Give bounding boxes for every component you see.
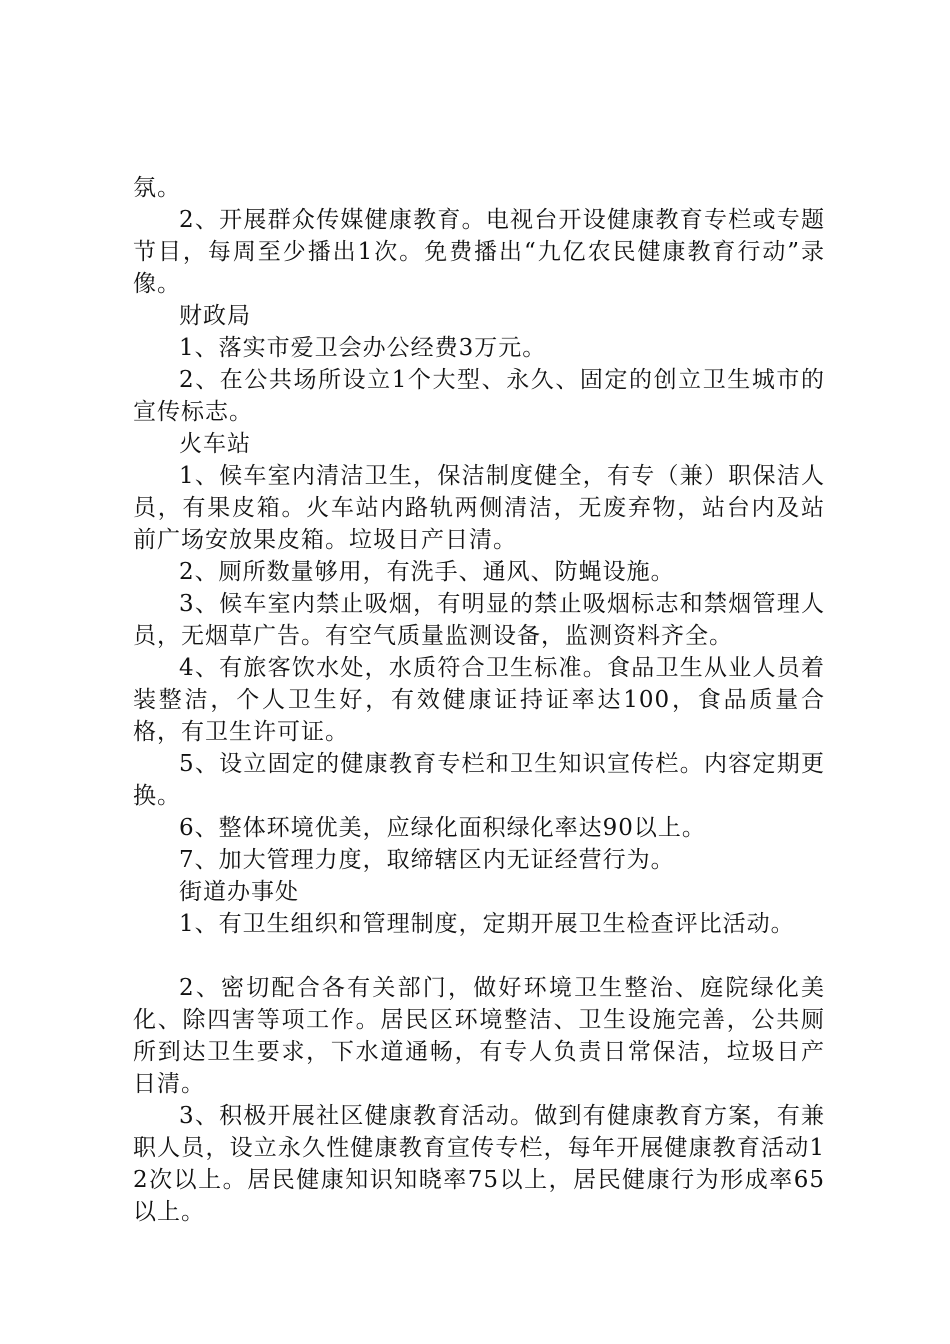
paragraph: 4、有旅客饮水处，水质符合卫生标准。食品卫生从业人员着装整洁，个人卫生好，有效健康证持证率达100，食品质量合格，有卫生许可证。 [133, 655, 825, 745]
section-heading-street-office: 街道办事处 [179, 879, 299, 905]
paragraph: 1、候车室内清洁卫生，保洁制度健全，有专（兼）职保洁人员，有果皮箱。火车站内路轨两侧清洁，无废弃物，站台内及站前广场安放果皮箱。垃圾日产日清。 [133, 463, 825, 553]
paragraph: 3、候车室内禁止吸烟，有明显的禁止吸烟标志和禁烟管理人员，无烟草广告。有空气质量监测设备，监测资料齐全。 [133, 591, 825, 649]
document-body [133, 172, 825, 1228]
paragraph: 2、厕所数量够用，有洗手、通风、防蝇设施。 [179, 559, 675, 585]
paragraph: 氛。 [133, 175, 181, 201]
paragraph: 5、设立固定的健康教育专栏和卫生知识宣传栏。内容定期更换。 [133, 751, 825, 809]
paragraph: 7、加大管理力度，取缔辖区内无证经营行为。 [179, 847, 675, 873]
paragraph: 1、有卫生组织和管理制度，定期开展卫生检查评比活动。 [179, 911, 795, 937]
section-heading-finance-bureau: 财政局 [179, 303, 251, 329]
paragraph: 6、整体环境优美，应绿化面积绿化率达90以上。 [179, 815, 706, 841]
section-heading-train-station: 火车站 [179, 431, 251, 457]
paragraph: 2、在公共场所设立1个大型、永久、固定的创立卫生城市的宣传标志。 [133, 367, 825, 425]
paragraph: 1、落实市爱卫会办公经费3万元。 [179, 335, 547, 361]
paragraph: 2、密切配合各有关部门，做好环境卫生整治、庭院绿化美化、除四害等项工作。居民区环境整洁、卫生设施完善，公共厕所到达卫生要求，下水道通畅，有专人负责日常保洁，垃圾日产日清。 [133, 975, 825, 1097]
paragraph: 2、开展群众传媒健康教育。电视台开设健康教育专栏或专题节目，每周至少播出1次。免费播出“九亿农民健康教育行动”录像。 [133, 207, 825, 297]
paragraph: 3、积极开展社区健康教育活动。做到有健康教育方案，有兼职人员，设立永久性健康教育宣传专栏，每年开展健康教育活动12次以上。居民健康知识知晓率75以上，居民健康行为形成率65以上。 [133, 1103, 825, 1225]
